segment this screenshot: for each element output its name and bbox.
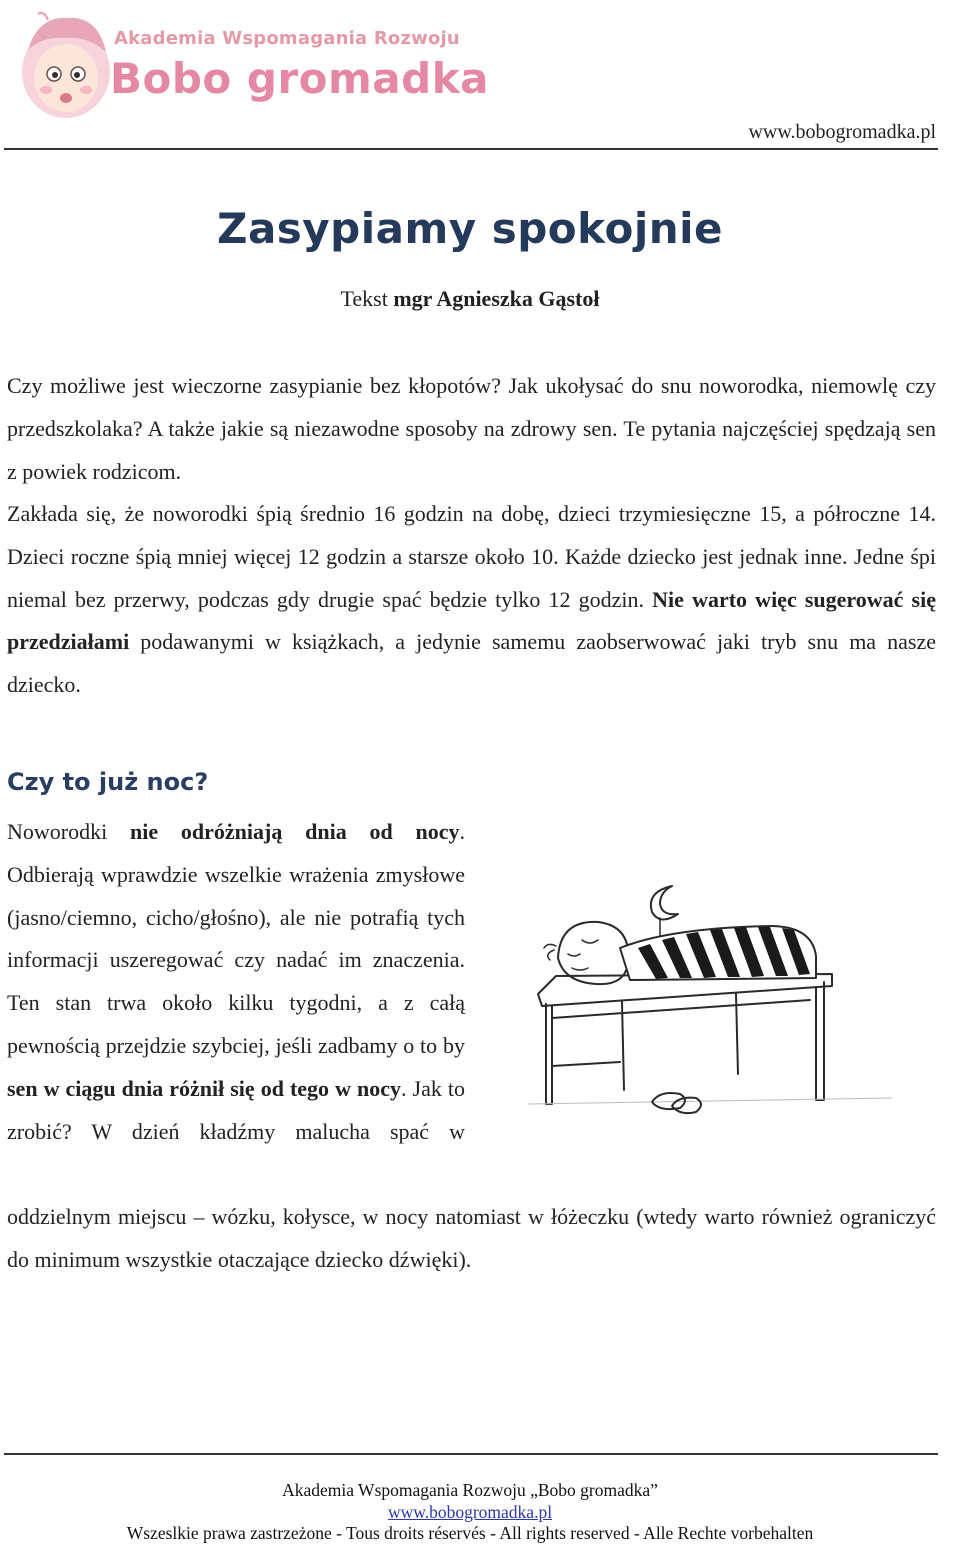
author-line xyxy=(0,286,940,312)
sleeping-baby-illustration xyxy=(520,868,900,1188)
footer-organization: Akademia Wspomagania Rozwoju „Bobo gromadka” xyxy=(282,1480,658,1500)
author-name: mgr Agnieszka Gąstoł xyxy=(393,286,600,311)
page-header xyxy=(0,0,960,152)
logo-subtitle: Akademia Wspomagania Rozwoju xyxy=(114,28,460,49)
author-prefix: Tekst xyxy=(340,286,388,311)
day-night-emphasis-2: sen w ciągu dnia różnił się od tego w nocy xyxy=(7,1075,401,1101)
footer-copyright: Wszeslkie prawa zastrzeżone - Tous droits réservés - All rights reserved - Alle Rechte vorbehalten xyxy=(126,1523,814,1543)
header-url: www.bobogromadka.pl xyxy=(748,121,936,143)
logo xyxy=(10,6,489,118)
sleep-hours-text-end: podawanymi w książkach, a jedynie samemu zaobserwować jaki tryb snu ma nasze dziecko. xyxy=(7,629,937,698)
footer-divider xyxy=(4,1453,938,1455)
day-night-emphasis-1: nie odróżniają dnia od nocy xyxy=(130,819,460,844)
baby-face-logo-icon xyxy=(18,10,114,120)
page-title: Zasypiamy spokojnie xyxy=(217,204,723,253)
day-night-text-1: Noworodki xyxy=(7,819,108,844)
day-night-paragraph xyxy=(7,811,465,1153)
header-divider xyxy=(4,148,938,150)
footer-link[interactable]: www.bobogromadka.pl xyxy=(387,1502,553,1522)
day-night-text-2: . Odbierają wprawdzie wszelkie wrażenia zmysłowe (jasno/ciemno, cicho/głośno), ale nie potrafią tych informacji uszeregować czy nadać im znaczenia. Ten stan trwa około kilku tygodni, a z całą pewnością przejdzie szybciej, jeśli zadbamy o to by xyxy=(7,819,465,1058)
logo-title: Bobo gromadka xyxy=(110,54,489,103)
moon-icon xyxy=(651,886,678,920)
day-night-paragraph-continued: oddzielnym miejscu – wózku, kołysce, w nocy natomiast w łóżeczku (wtedy warto również ograniczyć do minimum wszystkie otaczające dziecko dźwięki). xyxy=(7,1204,936,1272)
sleep-hours-emphasis: Nie warto więc sugerować się przedziałami xyxy=(7,586,936,655)
sleep-hours-paragraph xyxy=(7,493,936,707)
day-night-text-3: . Jak to zrobić? W dzień kładźmy malucha spać w xyxy=(7,1075,465,1144)
section-heading: Czy to już noc? xyxy=(7,768,209,796)
intro-paragraph: Czy możliwe jest wieczorne zasypianie bez kłopotów? Jak ukołysać do snu noworodka, niemowlę czy przedszkolaka? A także jakie są niezawodne sposoby na zdrowy sen. Te pytania najczęściej spędzają sen z powiek rodzicom. xyxy=(7,373,936,484)
sleep-hours-text: Zakłada się, że noworodki śpią średnio 16 godzin na dobę, dzieci trzymiesięczne 15, a półroczne 14. Dzieci roczne śpią mniej więcej 12 godzin a starsze około 10. Każde dziecko jest jednak inne. Jedne śpi niemal bez przerwy, podczas gdy drugie spać będzie tylko 12 godzin. xyxy=(7,501,936,612)
